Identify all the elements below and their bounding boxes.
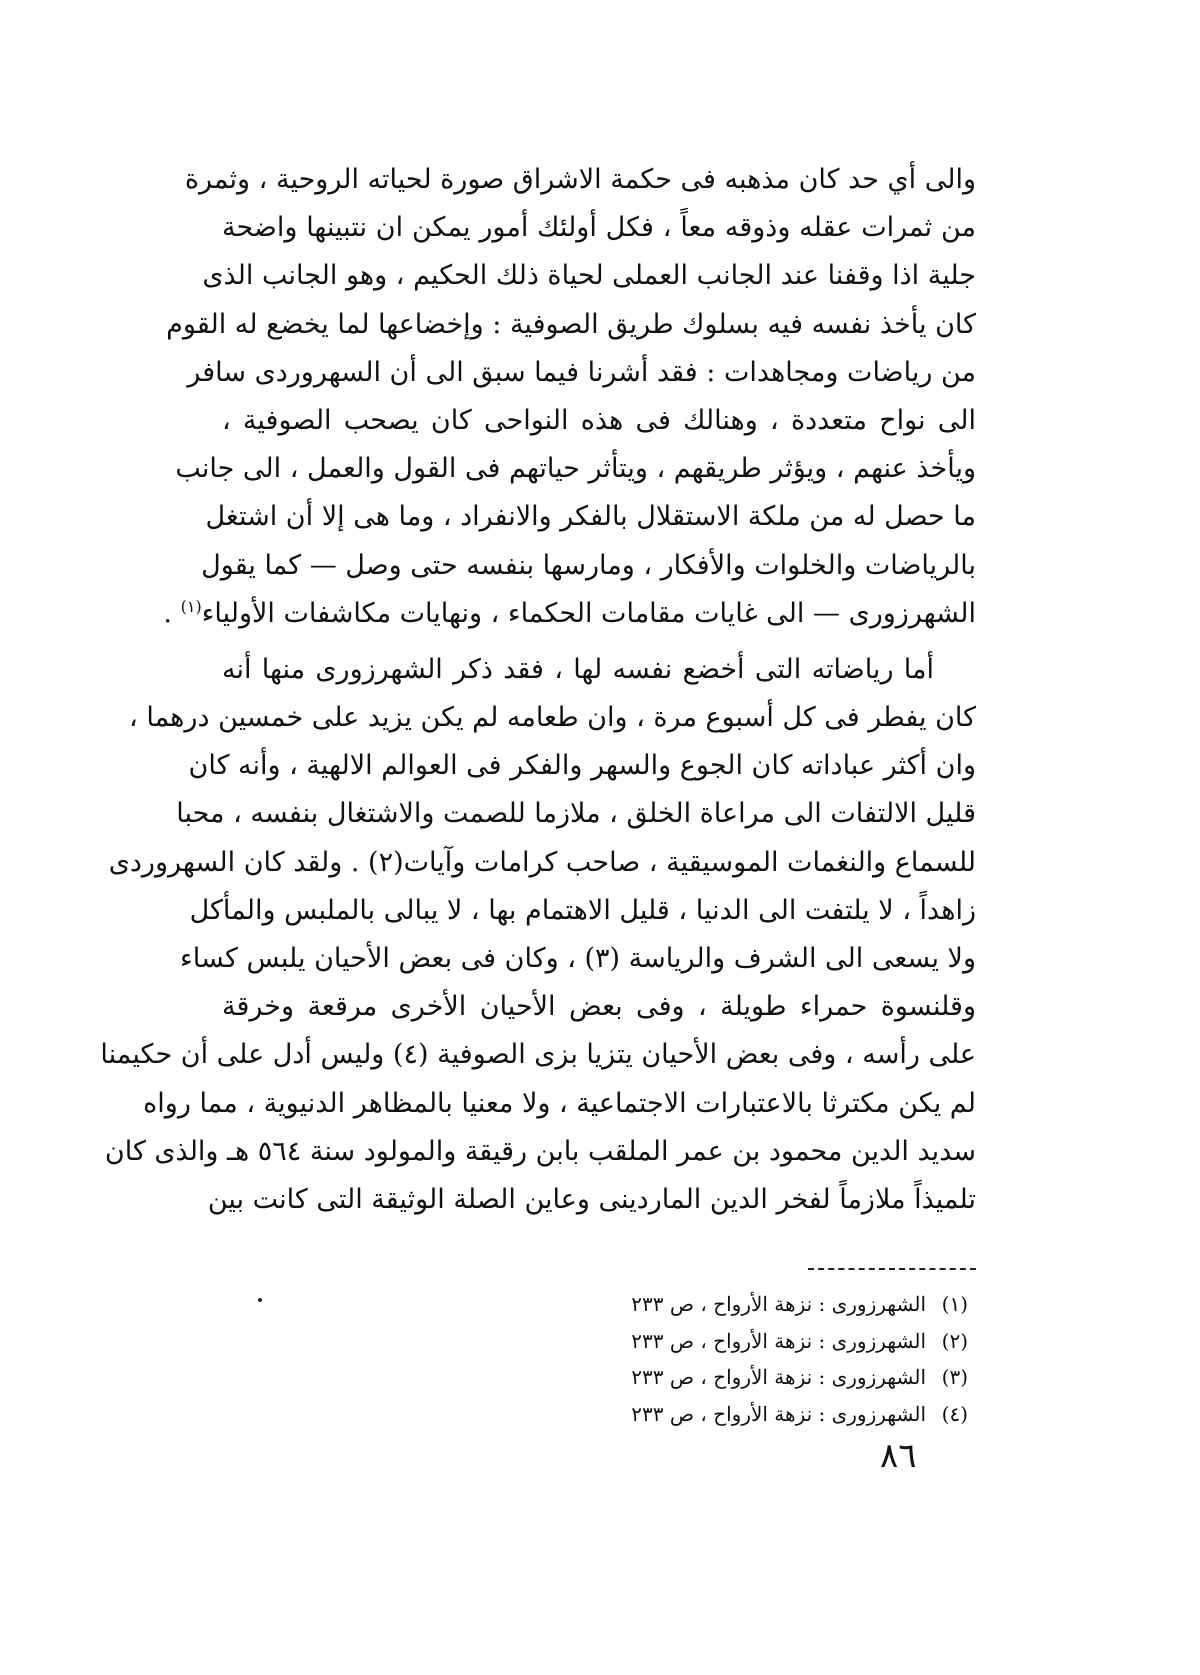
text-line: وان أكثر عباداته كان الجوع والسهر والفكر فى العوالم الالهية ، وأنه كان: [188, 750, 976, 782]
footnotes: [440, 1286, 968, 1432]
footnote: [440, 1359, 968, 1396]
text-line: جلية اذا وقفنا عند الجانب العملى لحياة ذلك الحكيم ، وهو الجانب الذى: [202, 260, 976, 292]
footnote: [440, 1396, 968, 1433]
text-line-tail: .: [163, 597, 181, 629]
text-line: لم يكن مكترثا بالاعتبارات الاجتماعية ، ولا معنيا بالمظاهر الدنيوية ، مما رواه: [143, 1087, 976, 1119]
text-line: ويأخذ عنهم ، ويؤثر طريقهم ، ويتأثر حياتهم فى القول والعمل ، الى جانب: [175, 453, 976, 485]
text-line: من رياضات ومجاهدات : فقد أشرنا فيما سبق الى أن السهروردى سافر: [187, 356, 976, 388]
footnote: [440, 1323, 968, 1360]
page-number: ٨٦: [880, 1436, 917, 1476]
text-line: تلميذاً ملازماً لفخر الدين الماردينى وعاين الصلة الوثيقة التى كانت بين: [207, 1183, 976, 1215]
footnote-text: الشهرزورى : نزهة الأرواح ، ص ٢٣٣: [631, 1365, 926, 1389]
footnote-text: الشهرزورى : نزهة الأرواح ، ص ٢٣٣: [631, 1292, 926, 1316]
text-line: والى أي حد كان مذهبه فى حكمة الاشراق صورة لحياته الروحية ، وثمرة: [184, 164, 976, 195]
text-line: وقلنسوة حمراء طويلة ، وفى بعض الأحيان الأخرى مرقعة وخرقة: [222, 991, 976, 1023]
text-line: كان يأخذ نفسه فيه بسلوك طريق الصوفية : وإخضاعها لما يخضع له القوم: [166, 308, 976, 340]
footnote-text: الشهرزورى : نزهة الأرواح ، ص ٢٣٣: [631, 1401, 926, 1426]
footnote-text: الشهرزورى : نزهة الأرواح ، ص ٢٣٣: [631, 1328, 926, 1353]
text-line: كان يفطر فى كل أسبوع مرة ، وان طعامه لم يكن يزيد على خمسين درهما ،: [129, 702, 976, 734]
footnote-number: (١): [941, 1292, 968, 1316]
print-speck: [258, 1298, 262, 1302]
text-line: على رأسه ، وفى بعض الأحيان يتزيا بزى الصوفية (٤) وليس أدل على أن حكيمنا: [100, 1039, 976, 1071]
text-line: من ثمرات عقله وذوقه معاً ، فكل أولئك أمور يمكن ان نتبينها واضحة: [222, 212, 976, 244]
footnote-number: (٣): [941, 1365, 968, 1389]
footnote-separator: [808, 1268, 976, 1270]
text-line: بالرياضات والخلوات والأفكار ، ومارسها بنفسه حتى وصل — كما يقول: [201, 549, 976, 581]
text-line-last: [163, 590, 976, 638]
text-line: ما حصل له من ملكة الاستقلال بالفكر والانفراد ، وما هى إلا أن اشتغل: [205, 501, 976, 533]
footnote-marker: (١): [180, 596, 202, 616]
text-line: أما رياضاته التى أخضع نفسه لها ، فقد ذكر الشهرزورى منها أنه: [222, 653, 934, 685]
text-line: قليل الالتفات الى مراعاة الخلق ، ملازما للصمت والاشتغال بنفسه ، محبا: [176, 798, 976, 830]
text-line: الى نواح متعددة ، وهنالك فى هذه النواحى كان يصحب الصوفية ،: [222, 404, 976, 436]
footnote-number: (٢): [941, 1328, 968, 1353]
paragraph-2: [100, 646, 976, 1224]
paragraph-1: [163, 156, 976, 638]
footnote-number: (٤): [941, 1401, 968, 1426]
footnote: [440, 1286, 968, 1323]
text-line: سديد الدين محمود بن عمر الملقب بابن رقيقة والمولود سنة ٥٦٤ هـ والذى كان: [104, 1135, 976, 1167]
text-line: للسماع والنغمات الموسيقية ، صاحب كرامات وآيات(٢) . ولقد كان السهروردى: [108, 846, 976, 878]
body-text: [100, 156, 976, 1224]
text-line: زاهداً ، لا يلتفت الى الدنيا ، قليل الاهتمام بها ، لا يبالى بالملبس والمأكل: [189, 894, 976, 926]
text-line-body: الشهرزورى — الى غايات مقامات الحكماء ، ونهايات مكاشفات الأولياء: [201, 597, 976, 629]
text-line: ولا يسعى الى الشرف والرياسة (٣) ، وكان فى بعض الأحيان يلبس كساء: [180, 943, 976, 974]
